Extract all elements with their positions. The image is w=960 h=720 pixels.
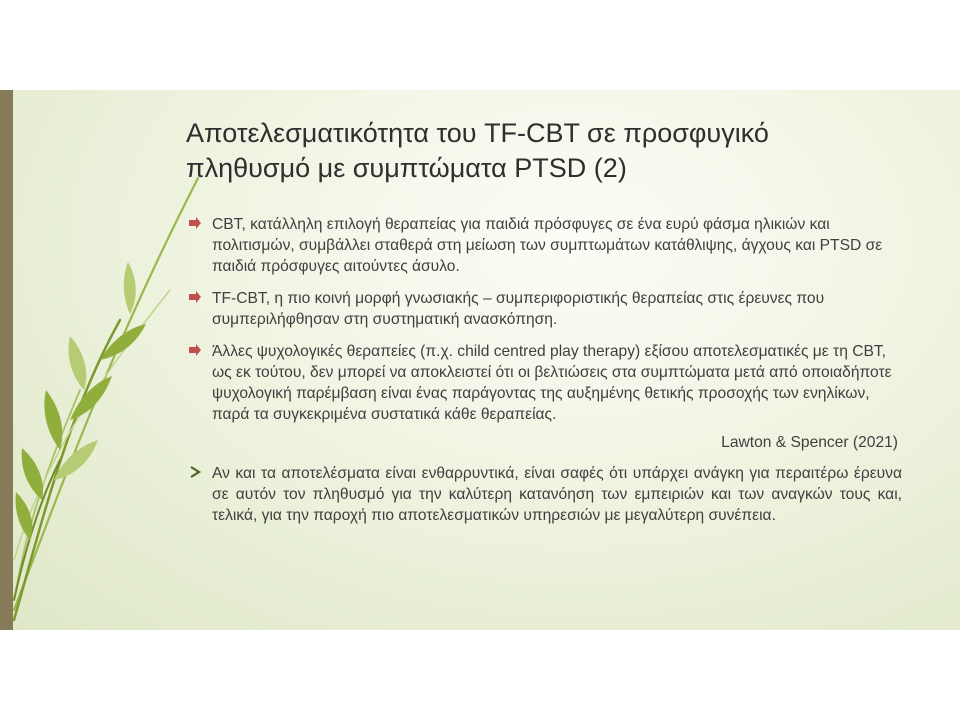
title-line-2: πληθυσμό με συμπτώματα PTSD (2) <box>186 153 627 183</box>
arrow-bullet-icon <box>188 343 202 357</box>
conclusion-text: Αν και τα αποτελέσματα είναι ενθαρρυντικά, είναι σαφές ότι υπάρχει ανάγκη για περαιτέρω έρευνα σε αυτόν τον πληθυσμό για την καλύτερη κατανόηση των εμπειριών και των αναγκών τους και, τελικά, για την παροχή πιο αποτελεσματικών υπηρεσιών με μεγαλύτερη συνέπεια. <box>212 465 902 524</box>
arrow-bullet-icon <box>188 216 202 230</box>
chevron-bullet-icon <box>188 465 202 479</box>
title-line-1: Αποτελεσματικότητα του TF-CBT σε προσφυγικό <box>186 118 769 148</box>
list-item <box>212 214 902 277</box>
list-item <box>212 288 902 330</box>
reference-citation: Lawton & Spencer (2021) <box>721 434 898 451</box>
bullet-text: TF-CBT, η πιο κοινή μορφή γνωσιακής – συμπεριφοριστικής θεραπείας στις έρευνες που συμπεριλήφθησαν στη συστηματική ανασκόπηση. <box>212 290 825 328</box>
arrow-bullet-icon <box>188 290 202 304</box>
slide-body <box>212 214 902 537</box>
bullet-text: Άλλες ψυχολογικές θεραπείες (π.χ. child centred play therapy) εξίσου αποτελεσματικές με τη CBT, ως εκ τούτου, δεν μπορεί να αποκλειστεί ότι οι βελτιώσεις στα συμπτώματα μετά από οποιαδήποτε ψυχολογική παρέμβαση είναι ένας παράγοντας της αυξημένης θετικής προσοχής των ενηλίκων, παρά τα συγκεκριμένα συστατικά κάθε θεραπείας. <box>212 343 892 423</box>
list-item <box>212 341 902 425</box>
bullet-text: CBT, κατάλληλη επιλογή θεραπείας για παιδιά πρόσφυγες σε ένα ευρύ φάσμα ηλικιών και πολιτισμών, συμβάλλει σταθερά στη μείωση των συμπτωμάτων κατάθλιψης, άγχους και PTSD σε παιδιά πρόσφυγες αιτούντες άσυλο. <box>212 216 883 275</box>
slide <box>0 90 960 630</box>
leaf-decoration-icon <box>0 90 200 630</box>
list-item-conclusion <box>212 463 902 526</box>
slide-title <box>186 116 926 186</box>
